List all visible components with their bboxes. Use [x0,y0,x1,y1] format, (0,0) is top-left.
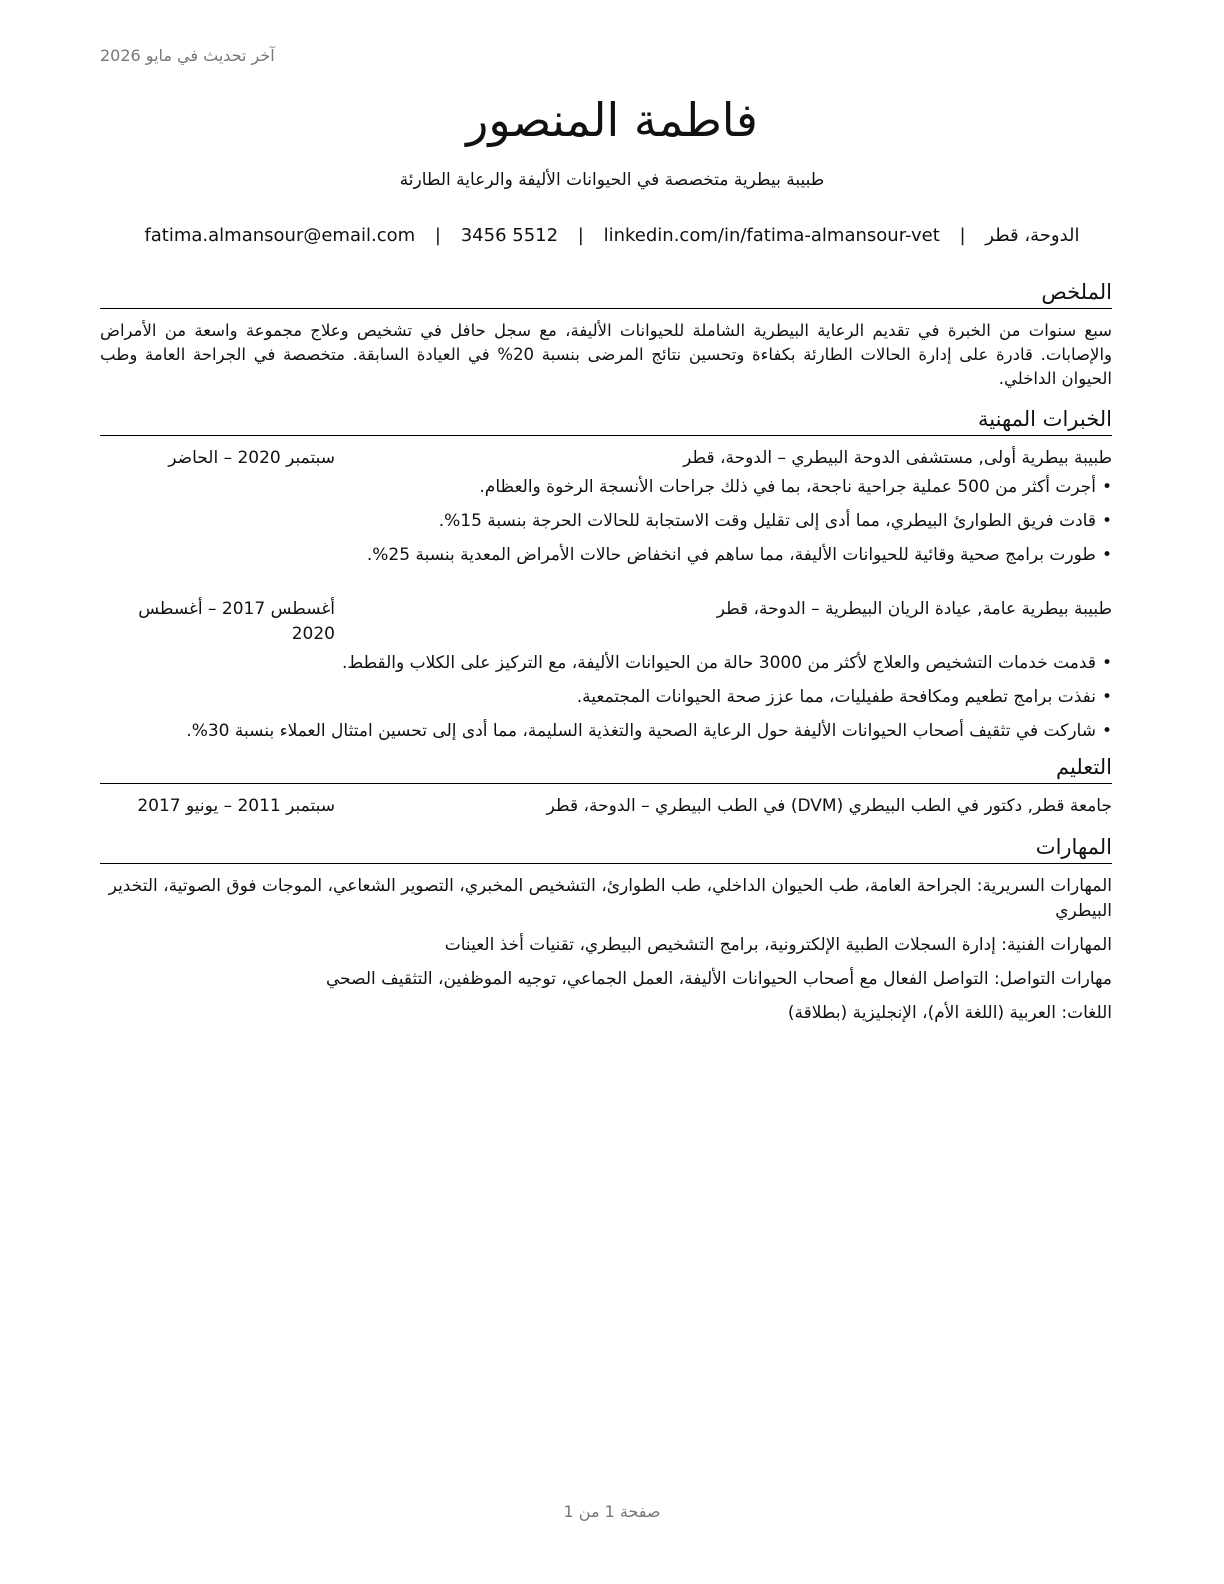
bullet-item [100,543,1112,568]
education-entry [100,794,1112,819]
summary-text: سبع سنوات من الخبرة في تقديم الرعاية البيطرية الشاملة للحيوانات الأليفة، مع سجل حافل في تشخيص وعلاج مجموعة واسعة من الأمراض والإصابات. قادرة على إدارة الحالات الطارئة بكفاءة وتحسين نتائج المرضى بنسبة 20% في العيادة السابقة. متخصصة في الجراحة العامة وطب الحيوان الداخلي. [100,321,1112,388]
contact-location: الدوحة، قطر [985,225,1080,246]
job-entry [100,597,1112,744]
bullet-text: أجرت أكثر من 500 عملية جراحية ناجحة، بما في ذلك جراحات الأنسجة الرخوة والعظام. [479,477,1096,497]
summary-heading: الملخص [100,278,1112,309]
last-updated: آخر تحديث في مايو 2026 [100,46,275,65]
skill-line: المهارات السريرية: الجراحة العامة، طب الحيوان الداخلي، طب الطوارئ، التشخيص المخبري، التصوير الشعاعي، الموجات فوق الصوتية، التخدير البيطري [108,876,1112,921]
job-bullets [100,651,1112,744]
skill-line: المهارات الفنية: إدارة السجلات الطبية الإلكترونية، برامج التشخيص البيطري، تقنيات أخذ العينات [444,935,1112,955]
resume-header [0,88,1224,190]
contact-line [100,223,1124,249]
bullet-icon: • [1101,511,1112,531]
skills-heading: المهارات [100,833,1112,864]
bullet-item [100,475,1112,500]
bullet-item [100,719,1112,744]
job-dates: أغسطس 2017 – أغسطس 2020 [138,599,335,644]
page-number: صفحة 1 من 1 [563,1502,661,1521]
bullet-text: قادت فريق الطوارئ البيطري، مما أدى إلى تقليل وقت الاستجابة للحالات الحرجة بنسبة 15%. [438,511,1096,531]
contact-separator: | [434,225,441,246]
contact-phone[interactable]: 3456 5512 [460,225,559,246]
bullet-text: طورت برامج صحية وقائية للحيوانات الأليفة، مما ساهم في انخفاض حالات الأمراض المعدية بنسبة 25%. [366,545,1096,565]
job-entry [100,446,1112,568]
resume-body [100,278,1112,1035]
bullet-icon: • [1101,653,1112,673]
job-title: طبيبة بيطرية عامة, عيادة الريان البيطرية – الدوحة، قطر [716,599,1112,619]
bullet-icon: • [1101,545,1112,565]
bullet-text: نفذت برامج تطعيم ومكافحة طفيليات، مما عزز صحة الحيوانات المجتمعية. [576,687,1096,707]
education-dates: سبتمبر 2011 – يونيو 2017 [137,796,335,816]
bullet-item [100,509,1112,534]
contact-linkedin[interactable]: linkedin.com/in/fatima-almansour-vet [603,225,940,246]
education-heading: التعليم [100,753,1112,784]
education-degree: جامعة قطر, دكتور في الطب البيطري (DVM) في الطب البيطري – الدوحة، قطر [546,796,1112,816]
contact-separator: | [959,225,966,246]
contact-separator: | [577,225,584,246]
bullet-text: قدمت خدمات التشخيص والعلاج لأكثر من 3000 حالة من الحيوانات الأليفة، مع التركيز على الكلاب والقطط. [342,653,1096,673]
candidate-headline: طبيبة بيطرية متخصصة في الحيوانات الأليفة والرعاية الطارئة [399,170,825,190]
job-title: طبيبة بيطرية أولى, مستشفى الدوحة البيطري – الدوحة، قطر [683,448,1112,468]
bullet-icon: • [1101,687,1112,707]
experience-heading: الخبرات المهنية [100,405,1112,436]
bullet-item [100,685,1112,710]
job-dates: سبتمبر 2020 – الحاضر [168,448,335,468]
bullet-item [100,651,1112,676]
bullet-text: شاركت في تثقيف أصحاب الحيوانات الأليفة حول الرعاية الصحية والتغذية السليمة، مما أدى إلى تحسين امتثال العملاء بنسبة 30%. [186,721,1096,741]
job-bullets [100,475,1112,568]
skill-line: مهارات التواصل: التواصل الفعال مع أصحاب الحيوانات الأليفة، العمل الجماعي، توجيه الموظفين، التثقيف الصحي [325,969,1112,989]
bullet-icon: • [1101,477,1112,497]
candidate-name: فاطمة المنصور [466,93,758,147]
contact-email[interactable]: fatima.almansour@email.com [144,225,416,246]
skill-line: اللغات: العربية (اللغة الأم)، الإنجليزية (بطلاقة) [787,1003,1112,1023]
bullet-icon: • [1101,721,1112,741]
